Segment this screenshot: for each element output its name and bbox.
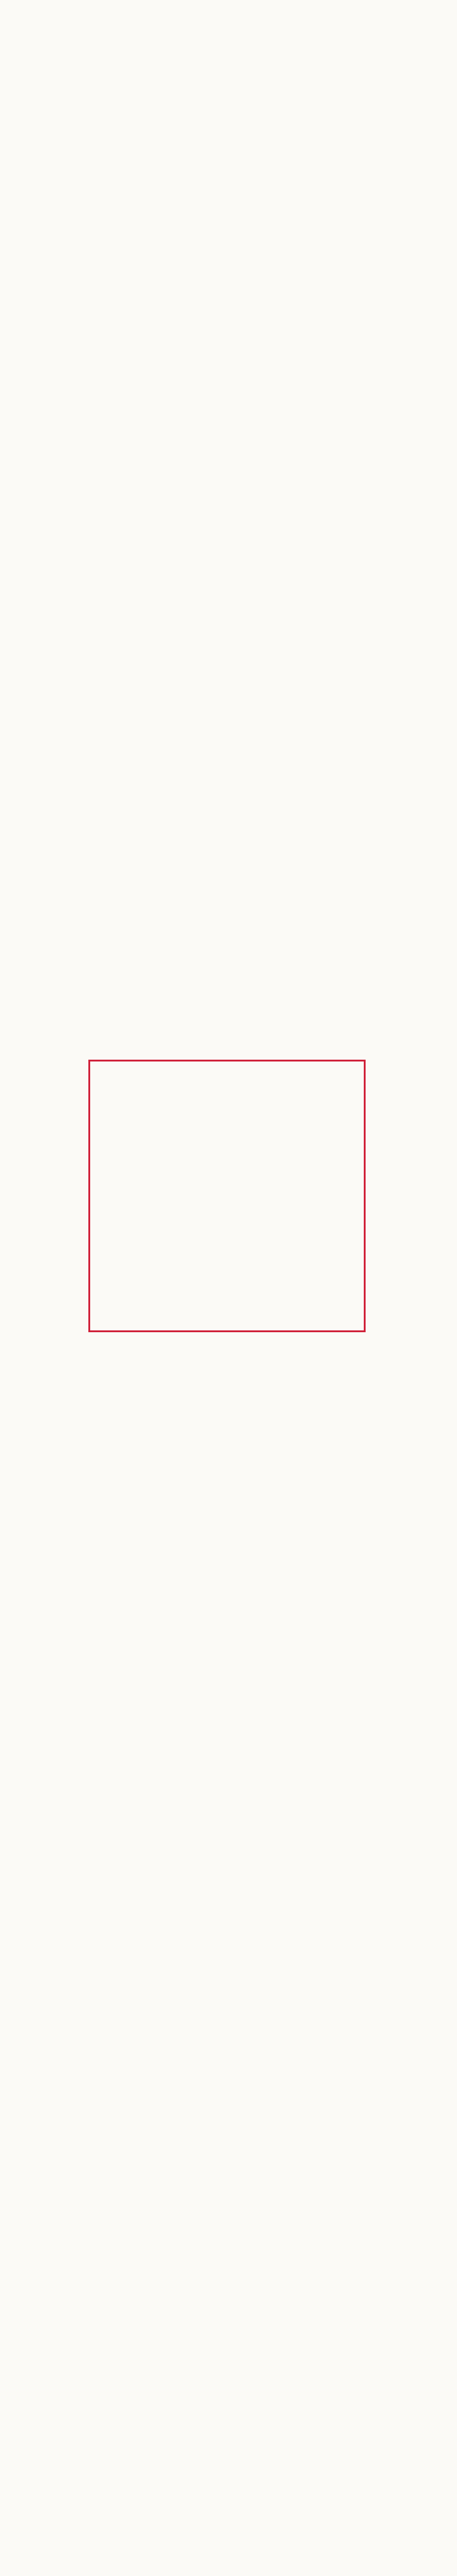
highlight-box <box>88 1060 366 1332</box>
article-body <box>85 194 369 204</box>
masthead <box>0 0 457 6</box>
